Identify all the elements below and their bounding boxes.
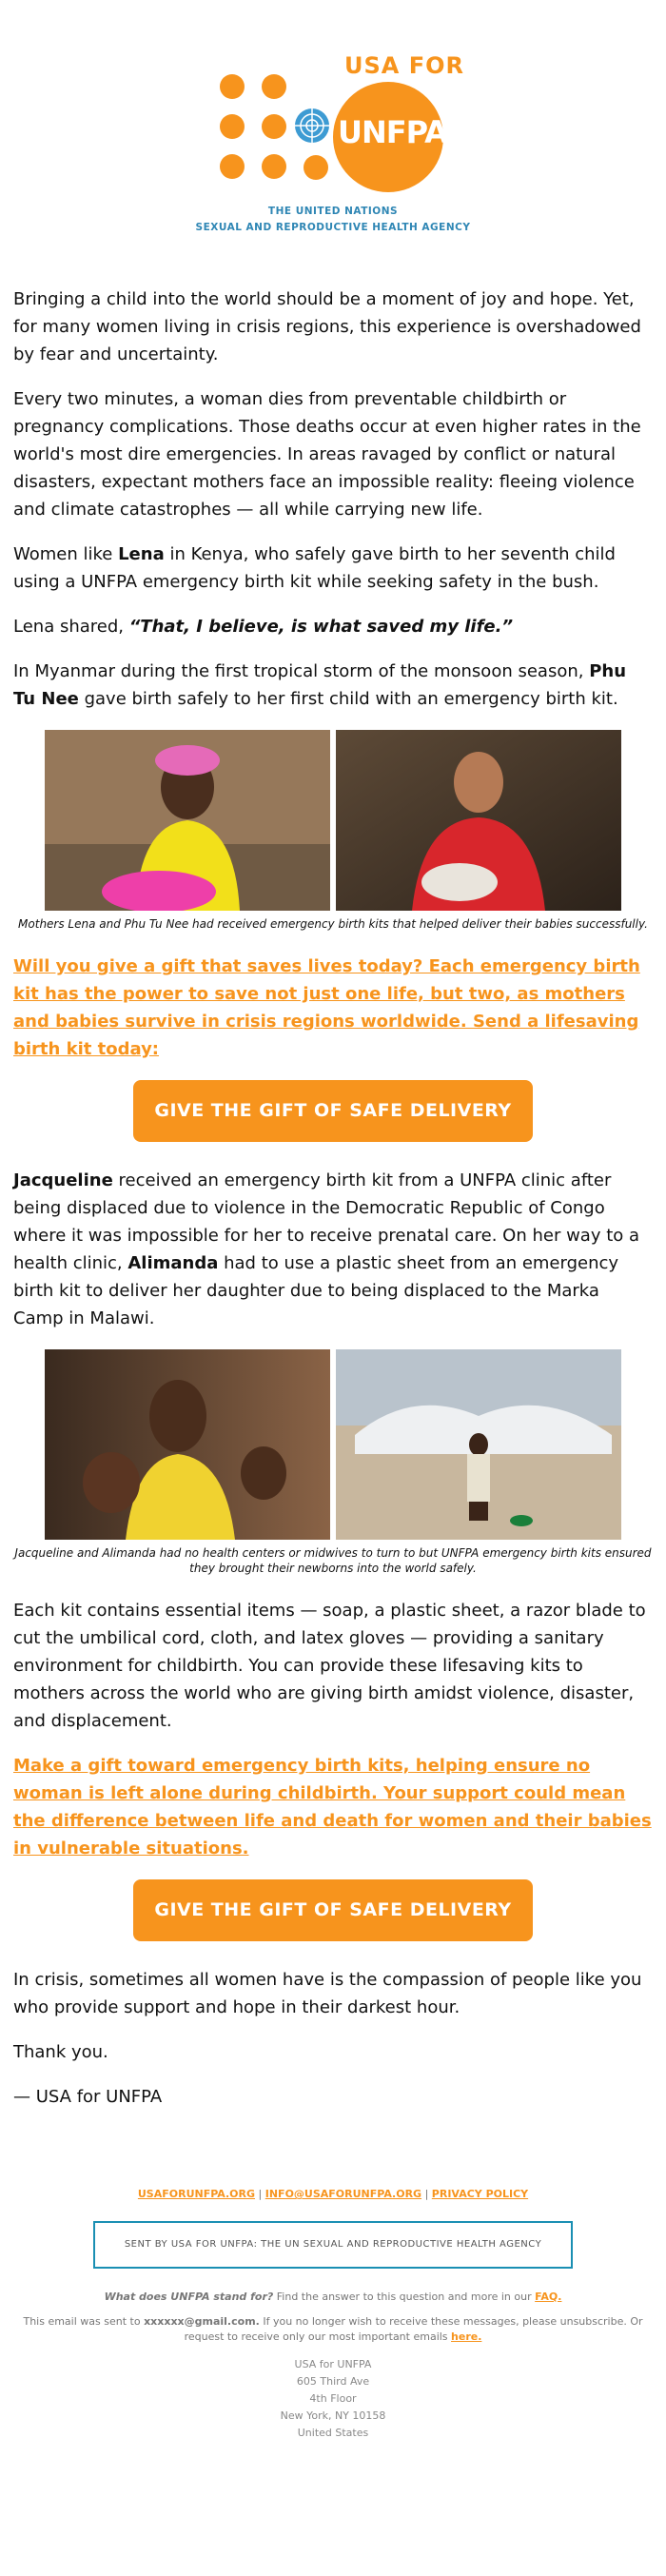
button-row-2 [13,1879,653,1941]
photo-jacqueline [45,1349,330,1540]
donation-appeal-link-1[interactable]: Will you give a gift that saves lives today? Each emergency birth kit has the power to save not just one life, but two, as mothers and babies survive in crisis regions worldwide. Send a lifesaving birth kit today: [13,956,640,1059]
paragraph-kit-contents: Each kit contains essential items — soap, a plastic sheet, a razor blade to cut the umbilical cord, cloth, and latex gloves — providing a sanitary environment for childbirth. You can provide these lifesaving kits to mothers across the world who are giving birth amidst violence, disaster, and displacement. [13,1601,646,1731]
paragraph-intro: Bringing a child into the world should be a moment of joy and hope. Yet, for many women living in crisis regions, this experience is overshadowed by fear and uncertainty. [13,289,641,364]
privacy-policy-link[interactable]: PRIVACY POLICY [431,2188,529,2200]
give-gift-button[interactable]: GIVE THE GIFT OF SAFE DELIVERY [133,1080,532,1142]
logo-tagline-1: THE UNITED NATIONS [267,206,399,217]
photo-row-2 [13,1349,653,1540]
logo-unfpa: UNFPA [338,114,447,150]
photo-phu-tu-nee [336,730,621,911]
paragraph-phu-tu-nee: In Myanmar during the first tropical storm of the monsoon season, Phu Tu Nee gave birth safely to her first child with an emergency birth kit. [13,661,627,709]
photo-row-1 [13,730,653,911]
email-content [0,285,666,2111]
email-link[interactable]: INFO@USAFORUNFPA.ORG [264,2188,422,2200]
signature: — USA for UNFPA [13,2087,163,2107]
logo-tagline-2: SEXUAL AND REPRODUCTIVE HEALTH AGENCY [195,222,471,233]
faq-line: What does UNFPA stand for? Find the answer to this question and more in our FAQ. [104,2291,562,2303]
photo-caption-1: Mothers Lena and Phu Tu Nee had received emergency birth kits that helped deliver their babies successfully. [18,917,648,931]
email-footer [0,2187,666,2556]
paragraph-statistics: Every two minutes, a woman dies from preventable childbirth or pregnancy complications. Those deaths occur at even higher rates in the world's most dire emergencies. In areas ravaged by conflict or natural disasters, expectant mothers face an impossible reality: fleeing violence and climate catastrophes — all while carrying new life. [13,389,641,520]
unsubscribe-notice: This email was sent to xxxxxx@gmail.com. If you no longer wish to receive these messages, please unsubscribe. Or request to receive only our most important emails here. [23,2315,643,2343]
website-link[interactable]: USAFORUNFPA.ORG [137,2188,256,2200]
usa-for-unfpa-logo[interactable] [0,0,666,285]
photo-alimanda [336,1349,621,1540]
separator: | [258,2188,263,2200]
logo-dots [220,74,286,179]
photo-caption-2: Jacqueline and Alimanda had no health centers or midwives to turn to but UNFPA emergency birth kits ensured they brought their newborns into the world safely. [14,1546,652,1575]
preferences-link[interactable]: here. [451,2330,482,2343]
separator: | [424,2188,429,2200]
logo-dot [304,155,328,180]
un-globe-icon [293,107,331,145]
footer-links [0,2187,666,2202]
give-gift-button-2[interactable]: GIVE THE GIFT OF SAFE DELIVERY [133,1879,532,1941]
sent-by-box: SENT BY USA FOR UNFPA: THE UN SEXUAL AND REPRODUCTIVE HEALTH AGENCY [93,2221,573,2269]
paragraph-closing: In crisis, sometimes all women have is the compassion of people like you who provide support and hope in their darkest hour. [13,1970,642,2017]
paragraph-jacqueline-alimanda: Jacqueline received an emergency birth kit from a UNFPA clinic after being displaced due to violence in the Democratic Republic of Congo where it was impossible for her to receive prenatal care. On her way to a health clinic, Alimanda had to use a plastic sheet from an emergency birth kit to deliver her daughter due to being displaced to the Marka Camp in Malawi. [13,1170,640,1328]
donation-appeal-link-2[interactable]: Make a gift toward emergency birth kits, helping ensure no woman is left alone during childbirth. Your support could mean the difference between life and death for women and their babies in vulnerable situations. [13,1756,652,1858]
paragraph-lena-quote: Lena shared, “That, I believe, is what saved my life.” [13,617,514,637]
paragraph-lena: Women like Lena in Kenya, who safely gave birth to her seventh child using a UNFPA emergency birth kit while seeking safety in the bush. [13,544,616,592]
mailing-address: USA for UNFPA 605 Third Ave 4th Floor New York, NY 10158 United States [280,2358,386,2439]
faq-link[interactable]: FAQ. [535,2291,562,2303]
logo-usa-for: USA FOR [344,52,464,79]
photo-lena [45,730,330,911]
paragraph-thank-you: Thank you. [13,2042,108,2062]
button-row-1 [13,1080,653,1142]
